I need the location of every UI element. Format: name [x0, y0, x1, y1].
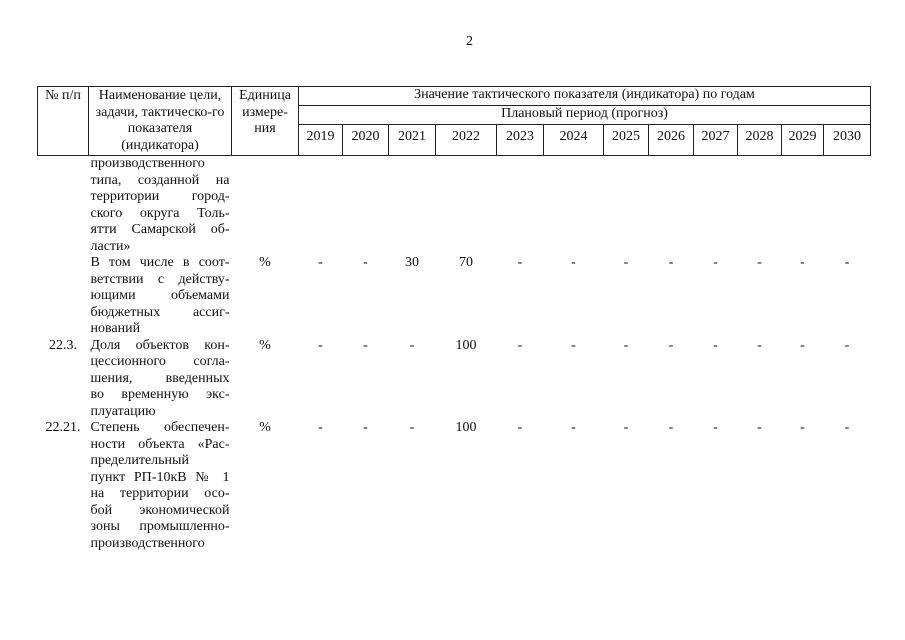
- row-value-2021: -: [409, 420, 415, 435]
- row-name-line: производственного: [90, 156, 205, 171]
- row-name-line: ятти Самарской об-: [90, 222, 230, 237]
- row-unit: %: [259, 420, 271, 435]
- row-name-line: ности объекта «Рас-: [90, 436, 230, 452]
- row-name-line: ского округа Толь-: [90, 205, 230, 221]
- row-value-2021: [389, 156, 436, 256]
- row-value-2024: [544, 156, 604, 256]
- row-name-line: производственного: [90, 535, 205, 551]
- row-number: [38, 156, 89, 256]
- row-unit: %: [259, 255, 271, 270]
- row-name: [89, 156, 232, 256]
- row-value-2024: -: [571, 420, 576, 435]
- row-value-2030: -: [844, 337, 850, 353]
- table-row: [38, 255, 871, 338]
- row-value-2019: -: [318, 255, 323, 270]
- row-value-2020: -: [363, 255, 368, 270]
- row-value-2026: -: [668, 255, 674, 270]
- header-year-2026: 2026: [649, 124, 694, 155]
- row-value-2026: -: [668, 420, 674, 435]
- row-value-2026: [649, 156, 694, 256]
- row-value-2029: -: [800, 420, 805, 435]
- row-value-2020: [343, 156, 389, 256]
- row-value-2022: 100: [455, 420, 477, 435]
- row-name-line: бой экономической: [90, 502, 230, 518]
- row-value-2019: [299, 156, 343, 256]
- row-name-line: во временную экс-: [90, 387, 230, 402]
- header-year-2022: 2022: [436, 124, 497, 155]
- row-name-line: территории город-: [90, 189, 230, 204]
- row-value-2022: 70: [459, 255, 473, 270]
- header-year-2028: 2028: [738, 124, 782, 155]
- row-value-2030: -: [844, 255, 850, 270]
- row-value-2023: -: [517, 255, 523, 270]
- row-value-2029: -: [800, 337, 805, 353]
- row-number: 22.3.: [49, 337, 77, 353]
- row-value-2023: [497, 156, 544, 256]
- row-name-line: зоны промышленно-: [90, 519, 230, 534]
- row-value-2028: -: [757, 420, 762, 435]
- table-row: [38, 420, 871, 552]
- row-value-2025: -: [623, 255, 629, 270]
- row-value-2019: -: [318, 420, 323, 435]
- row-unit: %: [259, 337, 271, 353]
- row-value-2028: -: [757, 255, 762, 270]
- header-number: № п/п: [38, 87, 89, 156]
- row-name: [89, 338, 232, 421]
- row-unit: [232, 156, 299, 256]
- header-year-2024: 2024: [544, 124, 604, 155]
- header-year-2030: 2030: [824, 124, 871, 155]
- header-unit: Единица измере-ния: [232, 87, 299, 156]
- row-value-2030: [824, 156, 871, 256]
- row-value-2021: 30: [405, 255, 419, 270]
- header-year-2019: 2019: [299, 124, 343, 155]
- row-value-2020: -: [363, 337, 368, 353]
- row-value-2019: -: [318, 337, 323, 353]
- row-value-2023: -: [517, 337, 523, 353]
- row-value-2023: -: [517, 420, 523, 435]
- row-name-line: типа, созданной на: [90, 172, 230, 188]
- row-value-2020: -: [363, 420, 368, 435]
- row-number: [38, 255, 89, 338]
- header-name: Наименование цели, задачи, тактическо-го показателя (индикатора): [89, 87, 232, 156]
- table-row: [38, 156, 871, 256]
- row-name-line: нований: [90, 321, 141, 336]
- row-name-line: ющими объемами: [90, 288, 230, 303]
- row-name-line: ласти»: [90, 238, 131, 254]
- row-name-line: Степень обеспечен-: [90, 420, 230, 435]
- row-value-2026: -: [668, 337, 674, 353]
- row-value-2029: -: [800, 255, 805, 270]
- row-name-line: Доля объектов кон-: [90, 337, 230, 353]
- header-year-2020: 2020: [343, 124, 389, 155]
- row-name: [89, 420, 232, 552]
- header-year-2021: 2021: [389, 124, 436, 155]
- row-value-2027: -: [713, 337, 718, 353]
- header-year-2029: 2029: [782, 124, 824, 155]
- header-values-title: Значение тактического показателя (индикатора) по годам: [299, 87, 871, 106]
- row-name-line: бюджетных ассиг-: [90, 304, 230, 320]
- row-value-2024: -: [571, 337, 576, 353]
- row-value-2025: -: [623, 337, 629, 353]
- row-name-line: пределительный: [90, 453, 189, 468]
- row-value-2025: [604, 156, 649, 256]
- row-name-line: В том числе в соот-: [90, 255, 230, 270]
- row-value-2030: -: [844, 420, 850, 435]
- row-name-line: цессионного согла-: [90, 354, 230, 369]
- header-plan-period: Плановый период (прогноз): [299, 105, 871, 124]
- table-row: [38, 338, 871, 421]
- row-value-2021: -: [409, 337, 415, 353]
- row-name: [89, 255, 232, 338]
- row-value-2029: [782, 156, 824, 256]
- row-name-line: плуатацию: [90, 403, 156, 419]
- row-name-line: ветствии с действу-: [90, 271, 230, 287]
- indicator-table: [37, 86, 871, 552]
- header-year-2023: 2023: [497, 124, 544, 155]
- row-value-2027: -: [713, 420, 718, 435]
- row-value-2027: [694, 156, 738, 256]
- row-name-line: на территории осо-: [90, 486, 230, 501]
- page-number: 2: [466, 34, 473, 49]
- header-year-2027: 2027: [694, 124, 738, 155]
- row-name-line: пункт РП-10кВ № 1: [90, 469, 230, 485]
- row-value-2024: -: [571, 255, 576, 270]
- row-value-2025: -: [623, 420, 629, 435]
- row-value-2028: -: [757, 337, 762, 353]
- header-year-2025: 2025: [604, 124, 649, 155]
- row-name-line: шения, введенных: [90, 370, 230, 386]
- row-value-2028: [738, 156, 782, 256]
- row-value-2022: 100: [455, 337, 477, 353]
- row-value-2027: -: [713, 255, 718, 270]
- row-value-2022: [436, 156, 497, 256]
- row-number: 22.21.: [45, 420, 81, 435]
